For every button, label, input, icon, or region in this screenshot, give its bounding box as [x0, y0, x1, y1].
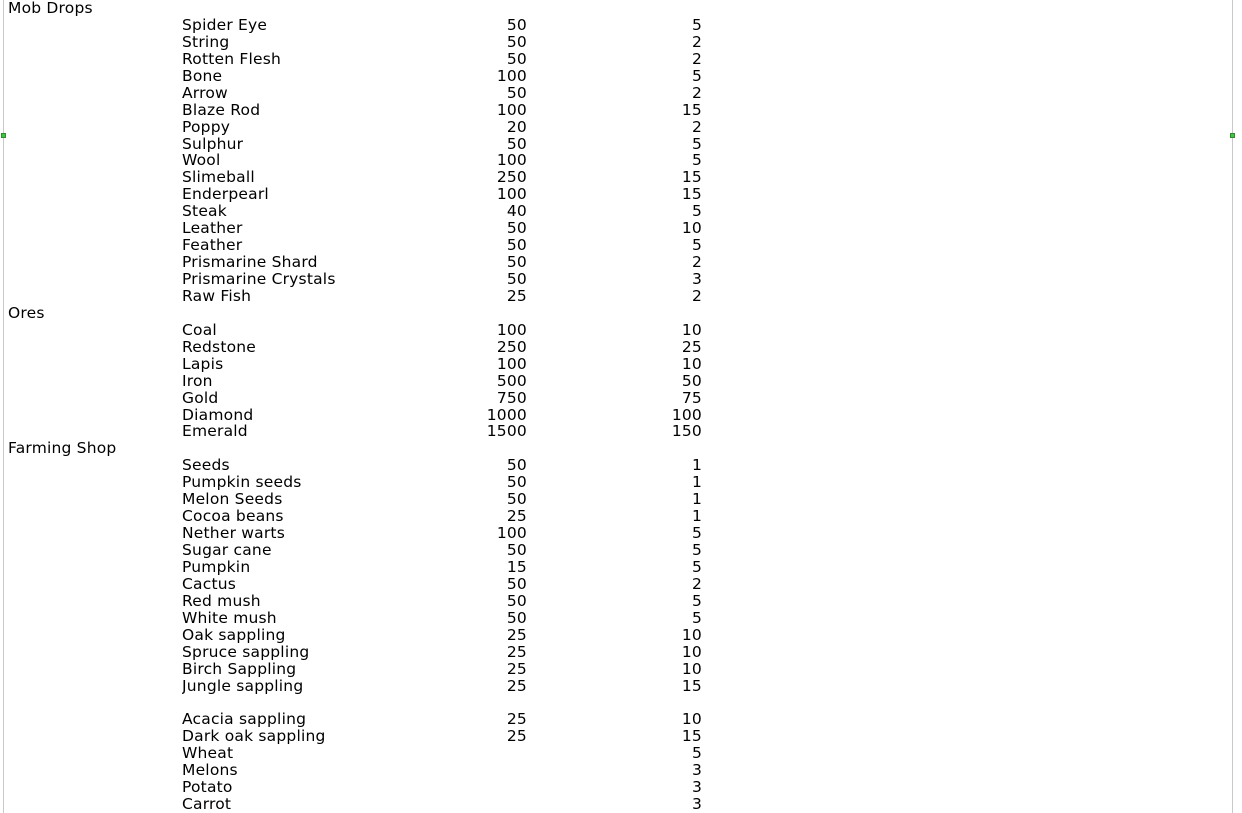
sell-price-cell[interactable]: 10 [681, 643, 702, 661]
item-name-cell[interactable]: Carrot [182, 796, 232, 813]
sell-price-cell[interactable]: 50 [681, 372, 702, 390]
buy-price-cell[interactable]: 50 [506, 135, 527, 153]
buy-price-cell[interactable]: 25 [506, 711, 527, 729]
sell-price-cell[interactable]: 2 [691, 84, 702, 102]
buy-price-cell[interactable]: 750 [496, 389, 527, 407]
table-row[interactable] [0, 356, 1242, 373]
sell-price-cell[interactable]: 1 [691, 457, 702, 475]
buy-price-cell[interactable]: 50 [506, 271, 527, 288]
table-row[interactable] [0, 762, 1242, 779]
table-row[interactable] [0, 237, 1242, 254]
table-row[interactable] [0, 661, 1242, 678]
table-row[interactable] [0, 136, 1242, 153]
buy-price-cell[interactable]: 25 [506, 643, 527, 661]
sell-price-cell[interactable]: 5 [691, 525, 702, 543]
item-name-cell[interactable]: Spider Eye [182, 16, 268, 34]
item-name-cell[interactable]: Melons [182, 762, 238, 780]
item-name-cell[interactable]: Nether warts [182, 525, 285, 543]
item-name-cell[interactable]: Enderpearl [182, 186, 269, 204]
buy-price-cell[interactable]: 1500 [486, 423, 527, 441]
item-name-cell[interactable]: Cocoa beans [182, 508, 284, 526]
table-row[interactable] [0, 203, 1242, 220]
item-name-cell[interactable]: Blaze Rod [182, 101, 261, 119]
sell-price-cell[interactable]: 15 [681, 728, 702, 746]
table-row[interactable] [0, 644, 1242, 661]
sell-price-cell[interactable]: 10 [681, 321, 702, 339]
buy-price-cell[interactable]: 1000 [486, 406, 527, 424]
table-row[interactable] [0, 186, 1242, 203]
sell-price-cell[interactable]: 10 [681, 711, 702, 729]
sell-price-cell[interactable]: 2 [691, 254, 702, 272]
table-row[interactable] [0, 102, 1242, 119]
table-row[interactable] [0, 407, 1242, 424]
item-name-cell[interactable]: Leather [182, 220, 243, 238]
sell-price-cell[interactable]: 2 [691, 118, 702, 136]
sell-price-cell[interactable]: 3 [691, 779, 702, 797]
sell-price-cell[interactable]: 1 [691, 491, 702, 509]
section-title: Mob Drops [8, 0, 93, 17]
item-name-cell[interactable]: Redstone [182, 338, 257, 356]
sell-price-cell[interactable]: 5 [691, 135, 702, 153]
buy-price-cell[interactable]: 50 [506, 457, 527, 475]
table-row[interactable] [0, 322, 1242, 339]
sell-price-cell[interactable]: 5 [691, 558, 702, 576]
sell-price-cell[interactable]: 15 [681, 677, 702, 695]
table-row[interactable] [0, 152, 1242, 169]
buy-price-cell[interactable]: 50 [506, 542, 527, 559]
sell-price-cell[interactable]: 10 [681, 626, 702, 644]
table-row[interactable] [0, 711, 1242, 728]
buy-price-cell[interactable]: 250 [496, 169, 527, 187]
buy-price-cell[interactable]: 25 [506, 660, 527, 678]
buy-price-cell[interactable]: 100 [496, 186, 527, 204]
sell-price-cell[interactable]: 10 [681, 660, 702, 678]
sell-price-cell[interactable]: 5 [691, 203, 702, 221]
buy-price-cell[interactable]: 20 [506, 118, 527, 136]
sell-price-cell[interactable]: 2 [691, 50, 702, 68]
buy-price-cell[interactable]: 40 [506, 203, 527, 221]
table-row[interactable] [0, 17, 1242, 34]
sell-price-cell[interactable]: 10 [681, 220, 702, 238]
table-row[interactable] [0, 745, 1242, 762]
item-name-cell[interactable]: Feather [182, 237, 243, 255]
table-row[interactable] [0, 51, 1242, 68]
item-name-cell[interactable]: Steak [182, 203, 227, 221]
table-row[interactable] [0, 119, 1242, 136]
item-name-cell[interactable]: Wool [182, 152, 221, 170]
sell-price-cell[interactable]: 3 [691, 796, 702, 813]
table-row[interactable] [0, 220, 1242, 237]
buy-price-cell[interactable]: 50 [506, 220, 527, 238]
item-name-cell[interactable]: Iron [182, 372, 213, 390]
sell-price-cell[interactable]: 10 [681, 355, 702, 373]
section-header-row[interactable] [0, 0, 1242, 17]
item-name-cell[interactable]: Melon Seeds [182, 491, 283, 509]
item-name-cell[interactable]: White mush [182, 609, 277, 627]
buy-price-cell[interactable]: 50 [506, 575, 527, 593]
buy-price-cell[interactable]: 100 [496, 355, 527, 373]
sell-price-cell[interactable]: 3 [691, 271, 702, 288]
table-row[interactable] [0, 593, 1242, 610]
buy-price-cell[interactable]: 50 [506, 592, 527, 610]
table-row[interactable] [0, 491, 1242, 508]
buy-price-cell[interactable]: 25 [506, 677, 527, 695]
table-row[interactable] [0, 508, 1242, 525]
table-row[interactable] [0, 271, 1242, 288]
item-name-cell[interactable]: Red mush [182, 592, 261, 610]
sell-price-cell[interactable]: 5 [691, 745, 702, 763]
table-row[interactable] [0, 390, 1242, 407]
sell-price-cell[interactable]: 3 [691, 762, 702, 780]
item-name-cell[interactable]: Arrow [182, 84, 228, 102]
item-name-cell[interactable]: Slimeball [182, 169, 255, 187]
sell-price-cell[interactable]: 5 [691, 152, 702, 170]
sell-price-cell[interactable]: 1 [691, 508, 702, 526]
item-name-cell[interactable]: Wheat [182, 745, 234, 763]
buy-price-cell[interactable]: 100 [496, 152, 527, 170]
table-row[interactable] [0, 339, 1242, 356]
table-row[interactable] [0, 779, 1242, 796]
sell-price-cell[interactable]: 15 [681, 169, 702, 187]
buy-price-cell[interactable]: 50 [506, 50, 527, 68]
buy-price-cell[interactable]: 50 [506, 237, 527, 255]
table-row[interactable] [0, 542, 1242, 559]
sell-price-cell[interactable]: 1 [691, 474, 702, 492]
table-row[interactable] [0, 85, 1242, 102]
buy-price-cell[interactable]: 50 [506, 254, 527, 272]
sell-price-cell[interactable]: 5 [691, 237, 702, 255]
sell-price-cell[interactable]: 2 [691, 287, 702, 305]
item-name-cell[interactable]: Birch Sappling [182, 660, 297, 678]
item-name-cell[interactable]: Bone [182, 67, 223, 85]
item-name-cell[interactable]: Coal [182, 321, 217, 339]
buy-price-cell[interactable]: 50 [506, 491, 527, 509]
table-row[interactable] [0, 576, 1242, 593]
sell-price-cell[interactable]: 100 [671, 406, 702, 424]
section-title: Farming Shop [8, 440, 117, 458]
buy-price-cell[interactable]: 50 [506, 84, 527, 102]
sell-price-cell[interactable]: 15 [681, 186, 702, 204]
table-row[interactable] [0, 423, 1242, 440]
item-name-cell[interactable]: Sulphur [182, 135, 244, 153]
sell-price-cell[interactable]: 5 [691, 67, 702, 85]
item-name-cell[interactable]: Seeds [182, 457, 230, 475]
item-name-cell[interactable]: Prismarine Shard [182, 254, 318, 272]
section-title: Ores [8, 304, 45, 322]
sell-price-cell[interactable]: 2 [691, 575, 702, 593]
table-row[interactable] [0, 728, 1242, 745]
buy-price-cell[interactable]: 100 [496, 321, 527, 339]
item-name-cell[interactable]: Emerald [182, 423, 248, 441]
buy-price-cell[interactable]: 100 [496, 67, 527, 85]
table-row[interactable] [0, 796, 1242, 813]
buy-price-cell[interactable]: 100 [496, 101, 527, 119]
table-row[interactable] [0, 457, 1242, 474]
buy-price-cell[interactable]: 25 [506, 287, 527, 305]
item-name-cell[interactable]: Potato [182, 779, 233, 797]
item-name-cell[interactable]: Pumpkin [182, 558, 251, 576]
item-name-cell[interactable]: Cactus [182, 575, 237, 593]
table-row[interactable] [0, 288, 1242, 305]
sell-price-cell[interactable]: 25 [681, 338, 702, 356]
buy-price-cell[interactable]: 15 [506, 558, 527, 576]
table-row[interactable] [0, 525, 1242, 542]
item-name-cell[interactable]: Oak sappling [182, 626, 286, 644]
table-row[interactable] [0, 373, 1242, 390]
buy-price-cell[interactable]: 25 [506, 728, 527, 746]
item-name-cell[interactable]: Gold [182, 389, 219, 407]
item-name-cell[interactable]: Rotten Flesh [182, 50, 282, 68]
buy-price-cell[interactable]: 25 [506, 508, 527, 526]
table-row[interactable] [0, 34, 1242, 51]
table-row[interactable] [0, 627, 1242, 644]
sell-price-cell[interactable]: 5 [691, 16, 702, 34]
sell-price-cell[interactable]: 5 [691, 542, 702, 559]
item-name-cell[interactable]: Raw Fish [182, 287, 252, 305]
section-header-row[interactable] [0, 305, 1242, 322]
section-header-row[interactable] [0, 440, 1242, 457]
sell-price-cell[interactable]: 5 [691, 609, 702, 627]
buy-price-cell[interactable]: 50 [506, 609, 527, 627]
item-name-cell[interactable]: Acacia sappling [182, 711, 307, 729]
sell-price-cell[interactable]: 2 [691, 33, 702, 51]
item-name-cell[interactable]: Lapis [182, 355, 224, 373]
sell-price-cell[interactable]: 150 [671, 423, 702, 441]
buy-price-cell[interactable]: 50 [506, 16, 527, 34]
buy-price-cell[interactable]: 50 [506, 33, 527, 51]
buy-price-cell[interactable]: 50 [506, 474, 527, 492]
table-row[interactable] [0, 678, 1242, 695]
table-row[interactable] [0, 254, 1242, 271]
item-name-cell[interactable]: Pumpkin seeds [182, 474, 302, 492]
item-name-cell[interactable]: String [182, 33, 230, 51]
buy-price-cell[interactable]: 25 [506, 626, 527, 644]
buy-price-cell[interactable]: 100 [496, 525, 527, 543]
item-name-cell[interactable]: Sugar cane [182, 542, 272, 559]
table-row[interactable] [0, 694, 1242, 711]
table-row[interactable] [0, 559, 1242, 576]
table-row[interactable] [0, 169, 1242, 186]
sell-price-cell[interactable]: 15 [681, 101, 702, 119]
buy-price-cell[interactable]: 250 [496, 338, 527, 356]
item-name-cell[interactable]: Dark oak sappling [182, 728, 326, 746]
sell-price-cell[interactable]: 5 [691, 592, 702, 610]
sell-price-cell[interactable]: 75 [681, 389, 702, 407]
table-row[interactable] [0, 474, 1242, 491]
item-name-cell[interactable]: Spruce sappling [182, 643, 310, 661]
item-name-cell[interactable]: Prismarine Crystals [182, 271, 336, 288]
table-row[interactable] [0, 610, 1242, 627]
table-row[interactable] [0, 68, 1242, 85]
buy-price-cell[interactable]: 500 [496, 372, 527, 390]
item-name-cell[interactable]: Poppy [182, 118, 231, 136]
item-name-cell[interactable]: Jungle sappling [182, 677, 304, 695]
item-name-cell[interactable]: Diamond [182, 406, 254, 424]
